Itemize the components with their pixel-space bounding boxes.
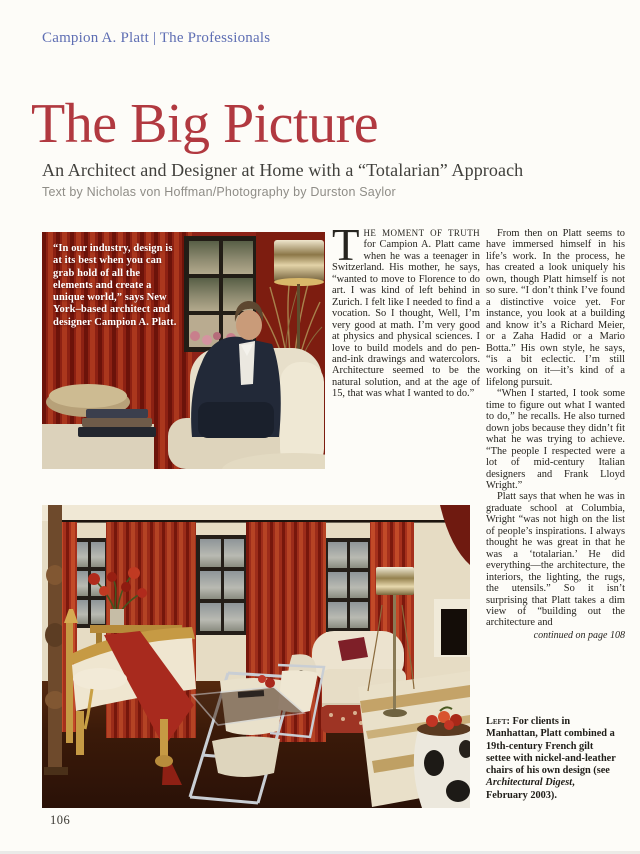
article-paragraph: Platt says that when he was in graduate school at Columbia, Wright “was not high on the list of people’s inspirations. I always thought he was great in that he was a ‘totalarian.’ He did everything—the architecture, the interiors, the lighting, the rugs, the utensils.” So it isn’t surprising that Platt takes a dim view of “building out the architecture and: [486, 491, 625, 629]
article-paragraph: “When I started, I took some time to figure out what I wanted to do,” he recalls. He also turned down jobs because they didn’t fit what he was trying to achieve. “The people I respected were a lot of mid-century Italian designers and Frank Lloyd Wright.”: [486, 388, 625, 491]
article-paragraph: [332, 220, 480, 400]
article-paragraph: From then on Platt seems to have immersed himself in his life’s work. In the process, he has created a look uniquely his own, though Platt himself is not so sure. “I don’t think I’ve found a distinctive voice yet. For instance, you look at a building and know it’s a Richard Meier, or a Zaha Hadid or a Mario Botta.” His own style, he says, “is a bit eclectic. I’m still working on it—it’s kind of a lifelong pursuit.: [486, 228, 625, 388]
paragraph-text: for Campion A. Platt came when he was a teenager in Switzerland. His mother, he says, “wanted to move to Florence to do art. I was kind of left behind in Zurich. I felt like I needed to find a vocation. So I thought, Well, I’m very good at math. I’m very good at physics and physical sciences. I love to build models and do pen-and-ink drawings and watercolors. Architecture seemed to be the natural solution, and at the age of 15, that was what I wanted to do.”: [332, 239, 480, 400]
lead-in-caps: HE MOMENT OF TRUTH: [363, 228, 480, 238]
caption-italic-title: Architectural Digest: [486, 777, 573, 789]
photo-caption: [486, 716, 618, 802]
caption-suffix: , February 2003).: [486, 777, 575, 801]
drop-cap: T: [332, 220, 360, 270]
continued-notice: continued on page 108: [533, 629, 625, 641]
article-byline: Text by Nicholas von Hoffman/Photography by Durston Saylor: [42, 185, 396, 199]
portrait-photo: [42, 232, 325, 469]
living-room-photo: [42, 505, 470, 808]
fireplace: [434, 599, 470, 657]
article-column-2: [486, 228, 625, 641]
article-subtitle: An Architect and Designer at Home with a “Totalarian” Approach: [42, 160, 524, 180]
article-column-1: [332, 220, 480, 400]
section-header: Campion A. Platt | The Professionals: [42, 30, 271, 46]
caption-prefix: Left:: [486, 716, 510, 727]
living-room-photo-art: [42, 505, 470, 808]
photo-pull-quote: “In our industry, design is at its best when you can grab hold of all the elements and create a unique world,” says New York–based architect and designer Campion A. Platt.: [53, 243, 177, 328]
page-number: 106: [50, 813, 71, 827]
article-title: The Big Picture: [31, 93, 379, 155]
caption-body: For clients in Manhattan, Platt combined a 19th-century French gilt settee with nickel-and-leather chairs of his own design (see: [486, 716, 616, 777]
